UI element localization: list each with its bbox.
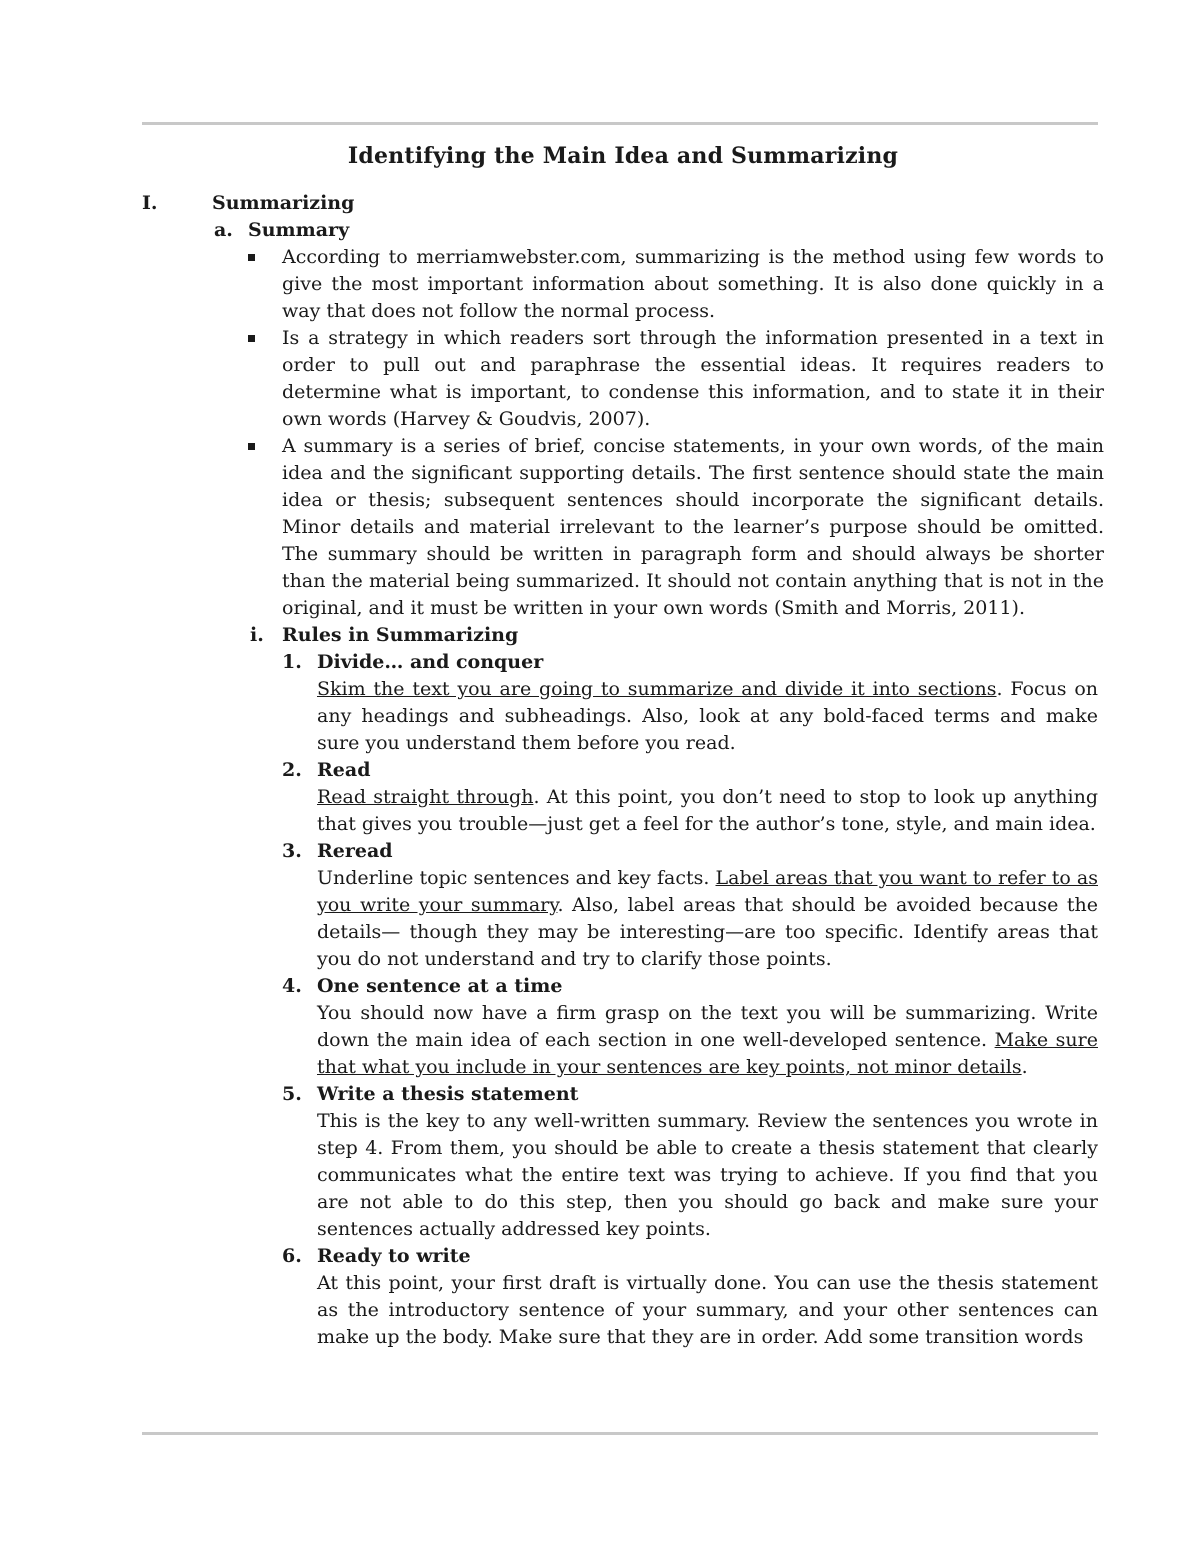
underlined-text: Label areas that you want to refer to as you write your summary xyxy=(317,867,1098,916)
step-body xyxy=(317,1108,1098,1243)
step-item xyxy=(142,1243,1104,1351)
step-item xyxy=(142,973,1104,1081)
bullet-text: Is a strategy in which readers sort through the information presented in a text in order to pull out and paraphrase the essential ideas. It requires readers to determine what is important, to condense this information, and to state it in their own words (Harvey & Goudvis, 2007). xyxy=(282,327,1104,430)
underlined-text: Make sure that what you include in your sentences are key points, not minor details xyxy=(317,1029,1098,1078)
subsection-number: a. xyxy=(214,219,233,241)
square-bullet-icon xyxy=(248,254,255,261)
square-bullet-icon xyxy=(248,335,255,342)
step-body xyxy=(317,1000,1098,1081)
step-number: 2. xyxy=(282,759,302,781)
step-number: 6. xyxy=(282,1245,302,1267)
step-text: . Focus on any headings and subheadings. Also, look at any bold-faced terms and make sure you understand them before you read. xyxy=(317,678,1098,754)
step-text: Underline topic sentences and key facts. xyxy=(317,867,716,889)
bullet-text: A summary is a series of brief, concise statements, in your own words, of the main idea and the significant supporting details. The first sentence should state the main idea or thesis; subsequent sentences should incorporate the significant details. Minor details and material irrelevant to the learner’s purpose should be omitted. The summary should be written in paragraph form and should always be shorter than the material being summarized. It should not contain anything that is not in the original, and it must be written in your own words (Smith and Morris, 2011). xyxy=(282,435,1104,619)
step-body xyxy=(317,1270,1098,1351)
step-body xyxy=(317,865,1098,973)
step-body xyxy=(317,676,1098,757)
step-text: You should now have a firm grasp on the text you will be summarizing. Write down the main idea of each section in one well-developed sentence. xyxy=(317,1002,1098,1051)
section-number: I. xyxy=(142,192,158,214)
section-label: Summarizing xyxy=(212,192,355,214)
step-title: Ready to write xyxy=(317,1245,471,1267)
step-item xyxy=(142,757,1104,838)
top-divider xyxy=(142,122,1098,125)
step-item xyxy=(142,1081,1104,1243)
section-heading xyxy=(142,190,1104,217)
step-title: One sentence at a time xyxy=(317,975,563,997)
step-body xyxy=(317,784,1098,838)
bullet-item xyxy=(142,433,1104,622)
bullet-item xyxy=(142,244,1104,325)
underlined-text: Read straight through xyxy=(317,786,534,808)
rules-label: Rules in Summarizing xyxy=(282,624,519,646)
bullet-item xyxy=(142,325,1104,433)
document-body xyxy=(142,138,1104,1351)
square-bullet-icon xyxy=(248,443,255,450)
subsection-heading xyxy=(142,217,1104,244)
bottom-divider xyxy=(142,1432,1098,1435)
summary-bullets xyxy=(142,244,1104,622)
rules-number: i. xyxy=(250,624,264,646)
step-text: . xyxy=(1021,1056,1028,1078)
step-text: . At this point, you don’t need to stop to look up anything that gives you trouble—just get a feel for the author’s tone, style, and main idea. xyxy=(317,786,1098,835)
step-title: Divide… and conquer xyxy=(317,651,544,673)
step-item xyxy=(142,649,1104,757)
step-title: Write a thesis statement xyxy=(317,1083,579,1105)
step-number: 3. xyxy=(282,840,302,862)
step-text: . Also, label areas that should be avoided because the details— though they may be interesting—are too specific. Identify areas that you do not understand and try to clarify those points. xyxy=(317,894,1099,970)
page-title: Identifying the Main Idea and Summarizing xyxy=(347,143,899,169)
step-item xyxy=(142,838,1104,973)
step-number: 5. xyxy=(282,1083,302,1105)
step-number: 4. xyxy=(282,975,302,997)
step-number: 1. xyxy=(282,651,302,673)
subsection-label: Summary xyxy=(248,219,350,241)
step-text: At this point, your first draft is virtually done. You can use the thesis statement as the introductory sentence of your summary, and your other sentences can make up the body. Make sure that they are in order. Add some transition words xyxy=(317,1272,1098,1348)
step-title: Reread xyxy=(317,840,393,862)
rules-heading xyxy=(142,622,1104,649)
step-title: Read xyxy=(317,759,371,781)
step-text: This is the key to any well-written summary. Review the sentences you wrote in step 4. From them, you should be able to create a thesis statement that clearly communicates what the entire text was trying to achieve. If you find that you are not able to do this step, then you should go back and make sure your sentences actually addressed key points. xyxy=(317,1110,1098,1240)
bullet-text: According to merriamwebster.com, summarizing is the method using few words to give the most important information about something. It is also done quickly in a way that does not follow the normal process. xyxy=(282,246,1104,322)
underlined-text: Skim the text you are going to summarize and divide it into sections xyxy=(317,678,997,700)
